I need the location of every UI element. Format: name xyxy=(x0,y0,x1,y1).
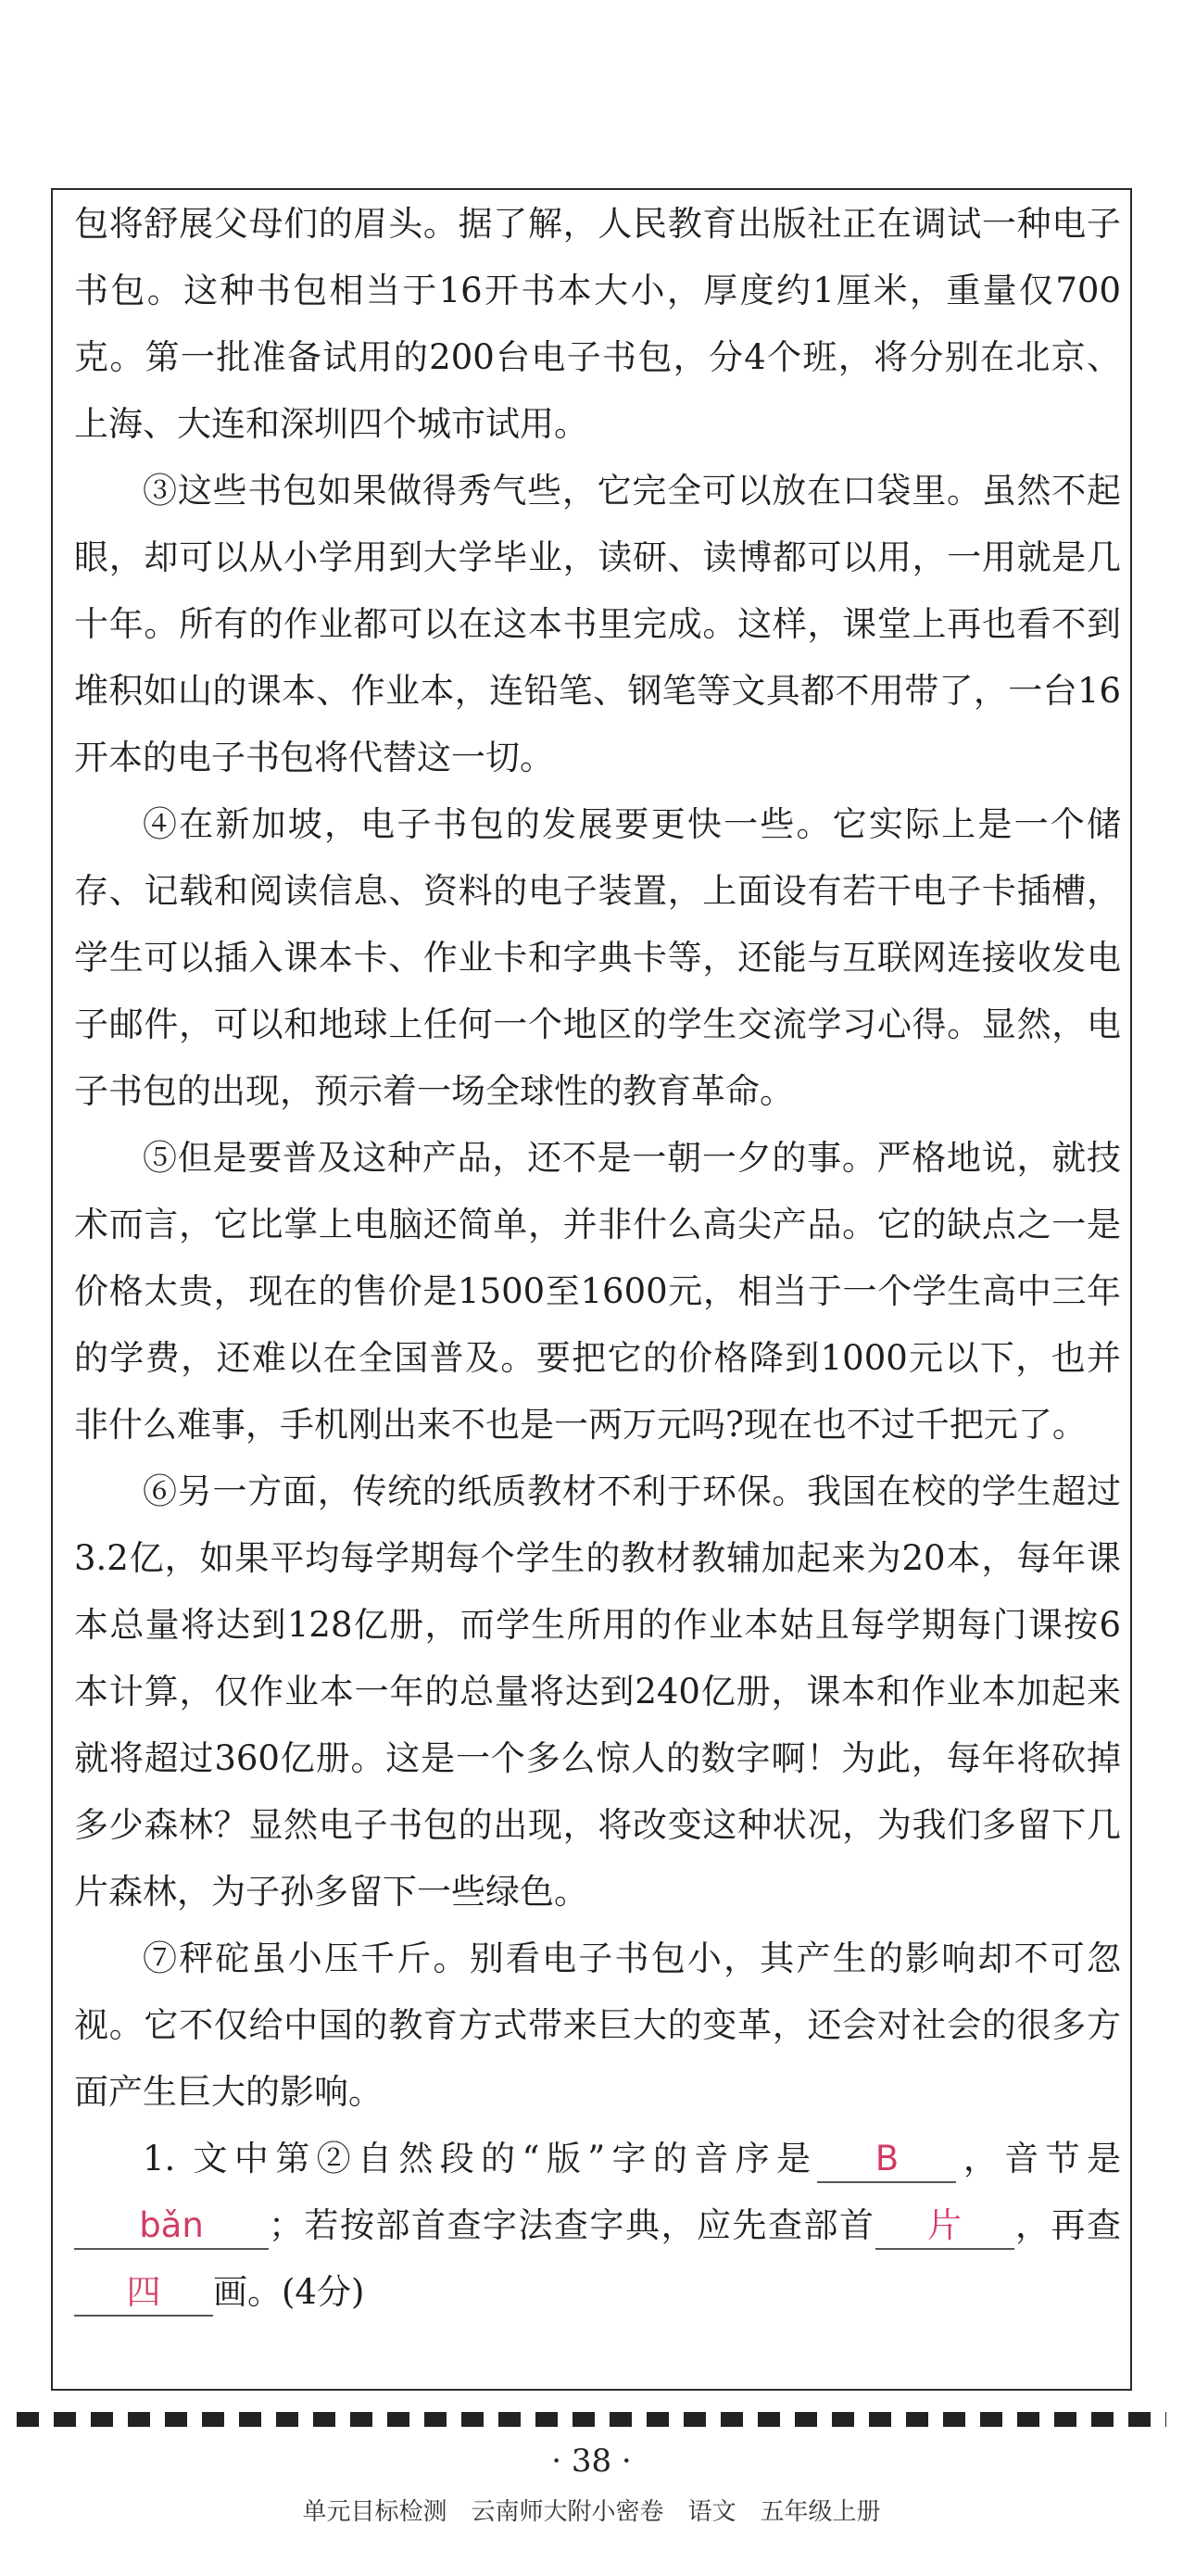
question-text-5: 画。(4分) xyxy=(213,2272,365,2312)
page-number: · 38 · xyxy=(551,2443,632,2480)
paragraph-4: ④在新加坡，电子书包的发展要更快一些。它实际上是一个储存、记载和阅读信息、资料的电子装置，上面设有若干电子卡插槽，学生可以插入课本卡、作业卡和字典卡等，还能与互联网连接收发电子邮件，可以和地球上任何一个地区的学生交流学习心得。显然，电子书包的出现，预示着一场全球性的教育革命。 xyxy=(74,804,1121,1111)
question-1 xyxy=(74,2126,1121,2326)
answer-blank-1[interactable]: B xyxy=(817,2137,956,2183)
paragraph-continued: 包将舒展父母们的眉头。据了解，人民教育出版社正在调试一种电子书包。这种书包相当于16开书本大小，厚度约1厘米，重量仅700克。第一批准备试用的200台电子书包，分4个班，将分别在北京、上海、大连和深圳四个城市试用。 xyxy=(74,204,1121,444)
answer-blank-3[interactable]: 片 xyxy=(875,2203,1014,2250)
question-text-3: ；若按部首查字法查字典，应先查部首 xyxy=(269,2205,875,2245)
paragraph-7: ⑦秤砣虽小压千斤。别看电子书包小，其产生的影响却不可忽视。它不仅给中国的教育方式带来巨大的变革，还会对社会的很多方面产生巨大的影响。 xyxy=(74,1938,1121,2112)
paragraph-3: ③这些书包如果做得秀气些，它完全可以放在口袋里。虽然不起眼，却可以从小学用到大学毕业，读研、读博都可以用，一用就是几十年。所有的作业都可以在这本书里完成。这样，课堂上再也看不到堆积如山的课本、作业本，连铅笔、钢笔等文具都不用带了，一台16开本的电子书包将代替这一切。 xyxy=(74,471,1121,777)
answer-blank-4[interactable]: 四 xyxy=(74,2270,213,2317)
cut-line xyxy=(17,2412,1166,2427)
answer-blank-2[interactable]: bǎn xyxy=(74,2203,269,2250)
question-text-4: ，再查 xyxy=(1013,2205,1121,2245)
passage xyxy=(74,191,1121,2326)
question-text-2: ，音节是 xyxy=(956,2139,1121,2178)
paragraph-6: ⑥另一方面，传统的纸质教材不利于环保。我国在校的学生超过3.2亿，如果平均每学期每个学生的教材教辅加起来为20本，每年课本总量将达到128亿册，而学生所用的作业本姑且每学期每门课按6本计算，仅作业本一年的总量将达到240亿册，课本和作业本加起来就将超过360亿册。这是一个多么惊人的数字啊！为此，每年将砍掉多少森林？显然电子书包的出现，将改变这种状况，为我们多留下几片森林，为子孙多留下一些绿色。 xyxy=(74,1471,1121,1912)
question-text-1: 1. 文中第②自然段的“版”字的音序是 xyxy=(143,2139,818,2178)
paragraph-5: ⑤但是要普及这种产品，还不是一朝一夕的事。严格地说，就技术而言，它比掌上电脑还简单，并非什么高尖产品。它的缺点之一是价格太贵，现在的售价是1500至1600元，相当于一个学生高中三年的学费，还难以在全国普及。要把它的价格降到1000元以下，也并非什么难事，手机刚出来不也是一两万元吗?现在也不过千把元了。 xyxy=(74,1138,1121,1445)
footer: 单元目标检测 云南师大附小密卷 语文 五年级上册 xyxy=(302,2498,881,2526)
